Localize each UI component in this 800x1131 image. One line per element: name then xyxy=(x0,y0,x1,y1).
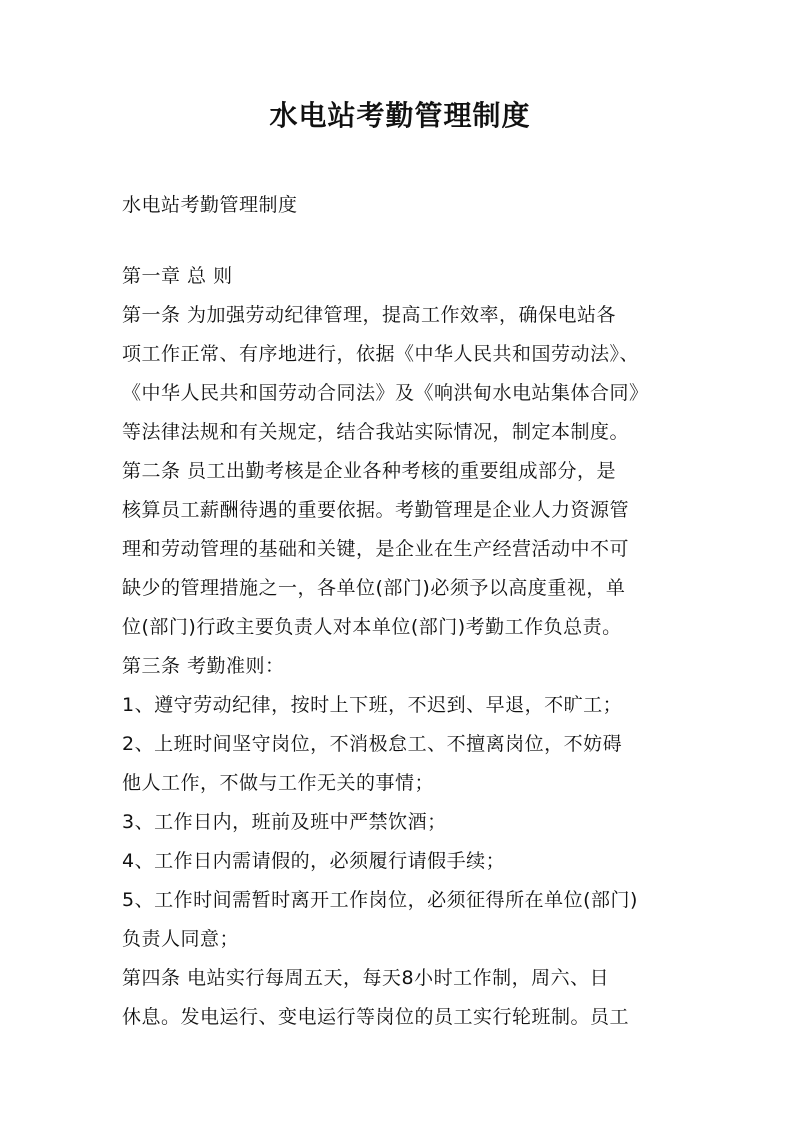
paragraph-line: 第一条 为加强劳动纪律管理，提高工作效率，确保电站各 xyxy=(122,304,617,326)
paragraph-line: 第二条 员工出勤考核是企业各种考核的重要组成部分，是 xyxy=(122,460,617,482)
list-item: 3、工作日内，班前及班中严禁饮酒； xyxy=(122,811,447,833)
list-item-continuation: 他人工作，不做与工作无关的事情； xyxy=(122,772,435,794)
list-item: 4、工作日内需请假的，必须履行请假手续； xyxy=(122,850,506,872)
paragraph-line: 项工作正常、有序地进行，依据《中华人民共和国劳动法》、 xyxy=(122,343,640,365)
document-subtitle xyxy=(122,186,712,225)
paragraph-line: 核算员工薪酬待遇的重要依据。考勤管理是企业人力资源管 xyxy=(122,499,630,521)
paragraph-line: 缺少的管理措施之一，各单位(部门)必须予以高度重视，单 xyxy=(122,577,626,599)
paragraph-line: 第四条 电站实行每周五天，每天8小时工作制，周六、日 xyxy=(122,967,610,989)
paragraph-line: 位(部门)行政主要负责人对本单位(部门)考勤工作负总责。 xyxy=(122,616,622,638)
paragraph-line: 休息。发电运行、变电运行等岗位的员工实行轮班制。员工 xyxy=(122,1006,630,1028)
article-heading: 第三条 考勤准则： xyxy=(122,655,285,677)
subtitle-line: 水电站考勤管理制度 xyxy=(122,194,298,216)
list-item: 2、上班时间坚守岗位，不消极怠工、不擅离岗位，不妨碍 xyxy=(122,733,623,755)
list-item: 1、遵守劳动纪律，按时上下班，不迟到、早退，不旷工； xyxy=(122,694,623,716)
paragraph-line: 等法律法规和有关规定，结合我站实际情况，制定本制度。 xyxy=(122,421,630,443)
list-item: 5、工作时间需暂时离开工作岗位，必须征得所在单位(部门) xyxy=(122,889,638,911)
paragraph-line: 《中华人民共和国劳动合同法》及《响洪甸水电站集体合同》 xyxy=(122,382,649,404)
chapter-heading: 第一章 总 则 xyxy=(122,265,233,287)
paragraph-line: 理和劳动管理的基础和关键，是企业在生产经营活动中不可 xyxy=(122,538,630,560)
document-body xyxy=(122,257,712,1037)
list-item-continuation: 负责人同意； xyxy=(122,928,240,950)
document-title: 水电站考勤管理制度 xyxy=(269,99,531,132)
